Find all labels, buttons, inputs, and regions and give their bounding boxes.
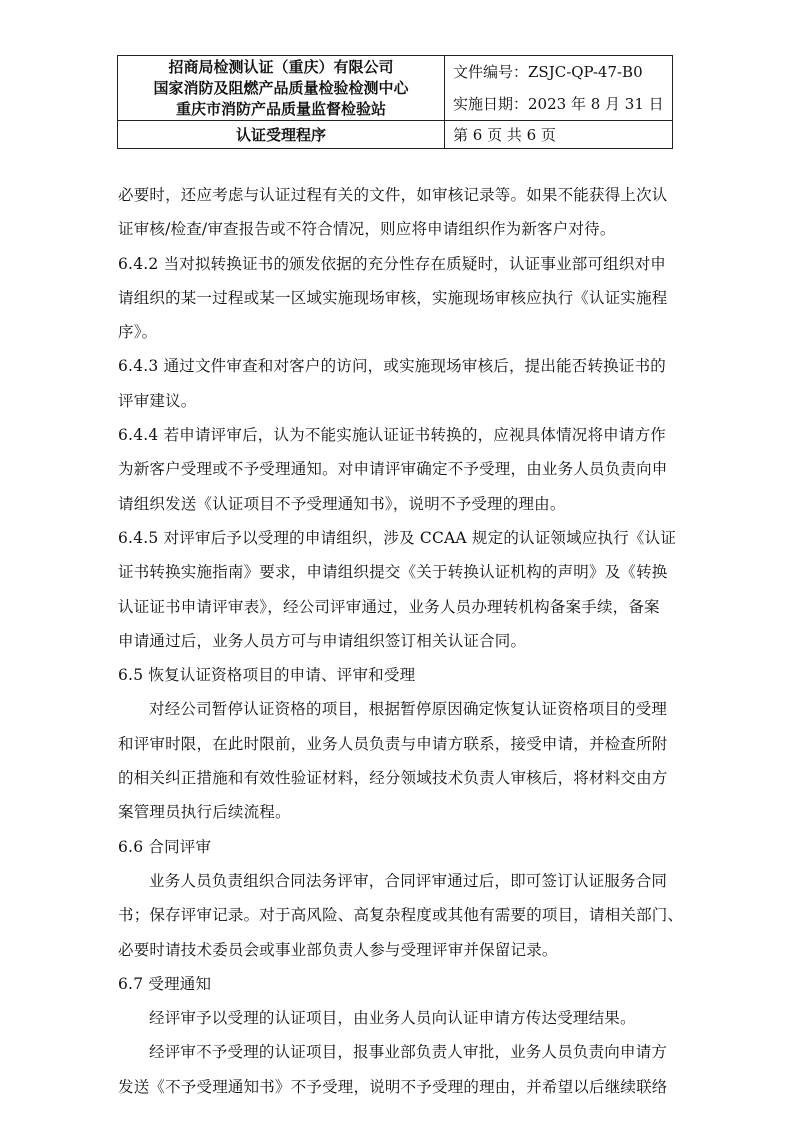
body-line: 必要时请技术委员会或事业部负责人参与受理评审并保留记录。 [118,940,558,959]
section-heading-6-7: 6.7 受理通知 [118,974,212,993]
org-name-line-3: 重庆市消防产品质量监督检验站 [175,99,386,118]
organization-cell [118,56,445,121]
procedure-title: 认证受理程序 [118,121,445,149]
body-line: 申请通过后，业务人员方可与申请组织签订相关认证合同。 [118,631,527,650]
body-line: 证书转换实施指南》要求，申请组织提交《关于转换认证机构的声明》及《转换 [118,563,668,582]
page-number: 第 6 页 共 6 页 [445,121,673,149]
body-line: 经评审不予受理的认证项目，报事业部负责人审批，业务人员负责向申请方 [149,1043,668,1062]
body-line: 的相关纠正措施和有效性验证材料，经分领域技术负责人审核后，将材料交由方 [118,769,668,788]
body-line: 为新客户受理或不予受理通知。对申请评审确定不予受理，由业务人员负责向申 [118,460,668,479]
section-6-4-2: 6.4.2 当对拟转换证书的颁发依据的充分性存在质疑时，认证事业部可组织对申 [118,254,666,273]
body-line: 请组织发送《认证项目不予受理通知书》，说明不予受理的理由。 [118,494,566,513]
body-line: 对经公司暂停认证资格的项目，根据暂停原因确定恢复认证资格项目的受理 [149,700,668,719]
body-line: 发送《不予受理通知书》不予受理，说明不予受理的理由，并希望以后继续联络 [118,1077,668,1096]
section-heading-6-5: 6.5 恢复认证资格项目的申请、评审和受理 [118,666,416,685]
body-line: 请组织的某一过程或某一区域实施现场审核，实施现场审核应执行《认证实施程 [118,288,668,307]
org-name-line-2: 国家消防及阻燃产品质量检验检测中心 [153,78,409,97]
document-meta-cell [445,56,673,121]
body-line: 证审核/检查/审查报告或不符合情况，则应将申请组织作为新客户对待。 [118,220,616,239]
section-6-4-5: 6.4.5 对评审后予以受理的申请组织，涉及 CCAA 规定的认证领域应执行《认证 [118,528,677,547]
body-line: 评审建议。 [118,391,197,410]
body-line: 和评审时限，在此时限前，业务人员负责与申请方联系，接受申请，并检查所附 [118,734,668,753]
org-name-line-1: 招商局检测认证（重庆）有限公司 [168,57,394,76]
body-line: 案管理员执行后续流程。 [118,803,291,822]
body-line: 书；保存评审记录。对于高风险、高复杂程度或其他有需要的项目，请相关部门、 [118,906,684,925]
document-body [118,178,684,1104]
section-6-4-4: 6.4.4 若申请评审后，认为不能实施认证证书转换的，应视具体情况将申请方作 [118,426,666,445]
section-6-4-3: 6.4.3 通过文件审查和对客户的访问，或实施现场审核后，提出能否转换证书的 [118,357,666,376]
body-line: 认证证书申请评审表》，经公司评审通过，业务人员办理转机构备案手续，备案 [118,597,660,616]
effective-date: 实施日期：2023 年 8 月 31 日 [453,95,664,113]
body-line: 经评审予以受理的认证项目，由业务人员向认证申请方传达受理结果。 [149,1009,636,1028]
section-heading-6-6: 6.6 合同评审 [118,837,212,856]
document-number: 文件编号：ZSJC-QP-47-B0 [453,63,643,81]
body-line: 业务人员负责组织合同法务评审，合同评审通过后，即可签订认证服务合同 [149,871,668,890]
document-header-table [117,55,673,149]
body-line: 序》。 [118,323,158,342]
body-line: 必要时，还应考虑与认证过程有关的文件，如审核记录等。如果不能获得上次认 [118,186,668,204]
